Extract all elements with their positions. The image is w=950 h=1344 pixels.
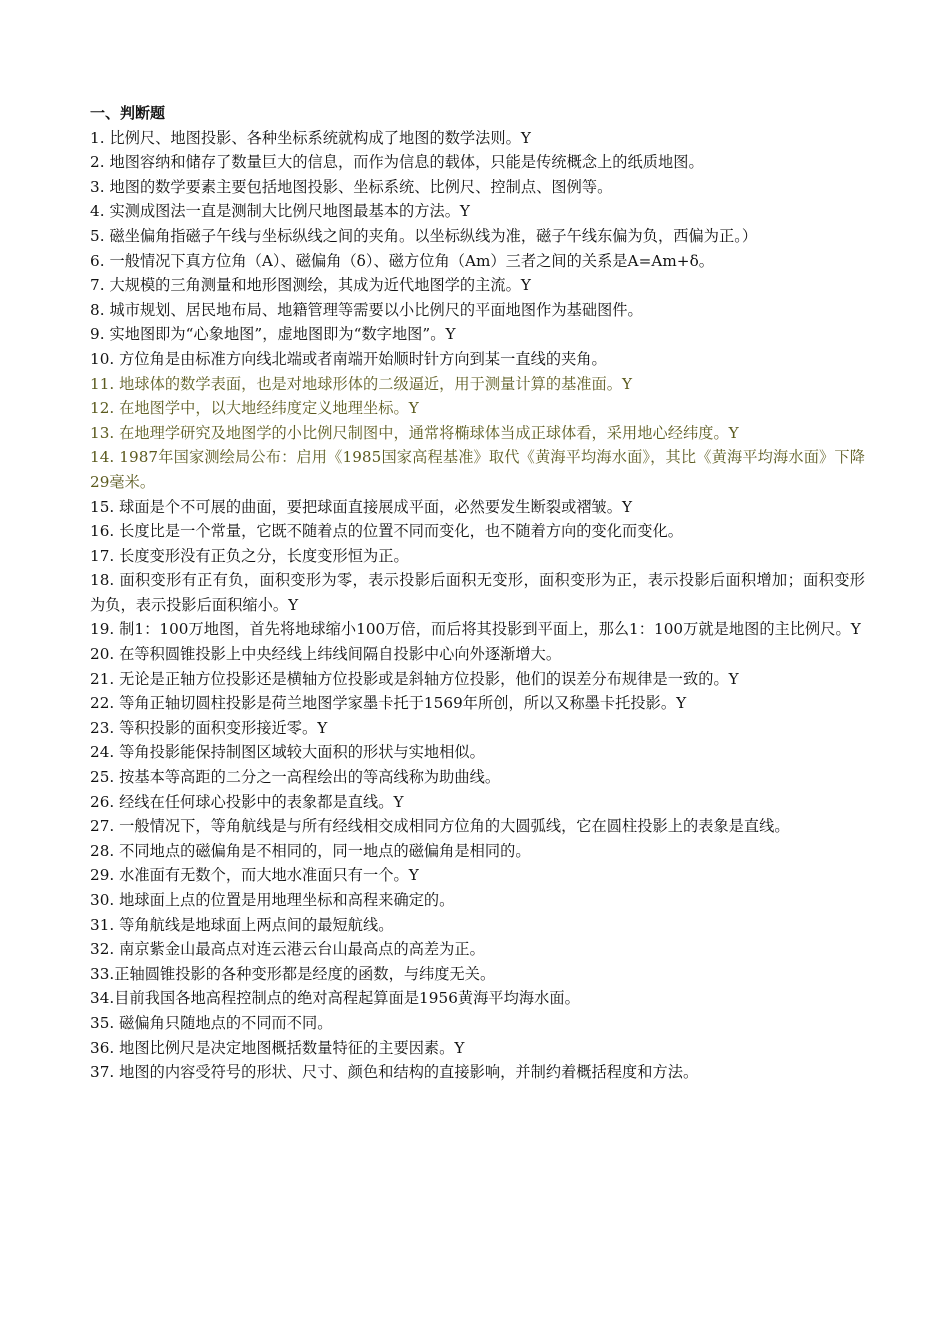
question-item: 13. 在地理学研究及地图学的小比例尺制图中，通常将椭球体当成正球体看，采用地心经纬度。Y <box>90 423 739 442</box>
question-item: 7. 大规模的三角测量和地形图测绘，其成为近代地图学的主流。Y <box>90 276 531 295</box>
question-item: 26. 经线在任何球心投影中的表象都是直线。Y <box>90 792 404 811</box>
question-item: 1. 比例尺、地图投影、各种坐标系统就构成了地图的数学法则。Y <box>90 128 531 147</box>
question-item: 34.目前我国各地高程控制点的绝对高程起算面是1956黄海平均海水面。 <box>90 989 580 1008</box>
question-item: 22. 等角正轴切圆柱投影是荷兰地图学家墨卡托于1569年所创，所以又称墨卡托投影。Y <box>90 694 687 713</box>
question-item: 14. 1987年国家测绘局公布：启用《1985国家高程基准》取代《黄海平均海水面》，其比《黄海平均海水面》下降29毫米。 <box>90 448 865 491</box>
question-item: 35. 磁偏角只随地点的不同而不同。 <box>90 1013 333 1032</box>
question-item: 16. 长度比是一个常量，它既不随着点的位置不同而变化，也不随着方向的变化而变化。 <box>90 522 683 541</box>
section-heading: 一、判断题 <box>90 104 166 122</box>
question-item: 23. 等积投影的面积变形接近零。Y <box>90 718 328 737</box>
document-page <box>90 101 865 1085</box>
question-item: 3. 地图的数学要素主要包括地图投影、坐标系统、比例尺、控制点、图例等。 <box>90 177 613 196</box>
question-item: 8. 城市规划、居民地布局、地籍管理等需要以小比例尺的平面地图作为基础图件。 <box>90 300 643 319</box>
question-item: 25. 按基本等高距的二分之一高程绘出的等高线称为助曲线。 <box>90 768 501 787</box>
question-item: 4. 实测成图法一直是测制大比例尺地图最基本的方法。Y <box>90 202 471 221</box>
question-item: 9. 实地图即为“心象地图”，虚地图即为“数字地图”。Y <box>90 325 456 344</box>
question-item: 24. 等角投影能保持制图区域较大面积的形状与实地相似。 <box>90 743 485 762</box>
question-item: 30. 地球面上点的位置是用地理坐标和高程来确定的。 <box>90 891 455 909</box>
question-item: 32. 南京紫金山最高点对连云港云台山最高点的高差为正。 <box>90 940 485 959</box>
question-item: 29. 水准面有无数个，而大地水准面只有一个。Y <box>90 866 419 885</box>
question-item: 27. 一般情况下，等角航线是与所有经线相交成相同方位角的大圆弧线，它在圆柱投影上的表象是直线。 <box>90 817 790 836</box>
question-item: 36. 地图比例尺是决定地图概括数量特征的主要因素。Y <box>90 1038 465 1057</box>
question-item: 19. 制1：100万地图，首先将地球缩小100万倍，而后将其投影到平面上，那么1：100万就是地图的主比例尺。Y <box>90 620 861 639</box>
question-item: 18. 面积变形有正有负，面积变形为零，表示投影后面积无变形，面积变形为正，表示投影后面积增加；面积变形为负，表示投影后面积缩小。Y <box>90 571 865 614</box>
question-item: 11. 地球体的数学表面，也是对地球形体的二级逼近，用于测量计算的基准面。Y <box>90 374 633 393</box>
question-item: 10. 方位角是由标准方向线北端或者南端开始顺时针方向到某一直线的夹角。 <box>90 349 607 368</box>
question-item: 2. 地图容纳和储存了数量巨大的信息，而作为信息的载体，只能是传统概念上的纸质地图。 <box>90 153 704 172</box>
question-item: 33.正轴圆锥投影的各种变形都是经度的函数，与纬度无关。 <box>90 964 496 983</box>
question-item: 6. 一般情况下真方位角（A）、磁偏角（δ）、磁方位角（Am）三者之间的关系是A=Am+δ。 <box>90 251 715 270</box>
question-item: 20. 在等积圆锥投影上中央经线上纬线间隔自投影中心向外逐渐增大。 <box>90 645 562 664</box>
question-item: 28. 不同地点的磁偏角是不相同的，同一地点的磁偏角是相同的。 <box>90 841 531 860</box>
question-item: 17. 长度变形没有正负之分，长度变形恒为正。 <box>90 546 409 565</box>
question-item: 21. 无论是正轴方位投影还是横轴方位投影或是斜轴方位投影，他们的误差分布规律是一致的。Y <box>90 669 739 688</box>
question-item: 15. 球面是个不可展的曲面，要把球面直接展成平面，必然要发生断裂或褶皱。Y <box>90 497 633 516</box>
question-item: 5. 磁坐偏角指磁子午线与坐标纵线之间的夹角。以坐标纵线为准，磁子午线东偏为负，西偏为正。） <box>90 226 758 245</box>
question-item: 37. 地图的内容受符号的形状、尺寸、颜色和结构的直接影响，并制约着概括程度和方法。 <box>90 1063 699 1082</box>
question-item: 12. 在地图学中，以大地经纬度定义地理坐标。Y <box>90 399 419 418</box>
question-item: 31. 等角航线是地球面上两点间的最短航线。 <box>90 915 394 934</box>
question-list <box>90 126 865 1085</box>
